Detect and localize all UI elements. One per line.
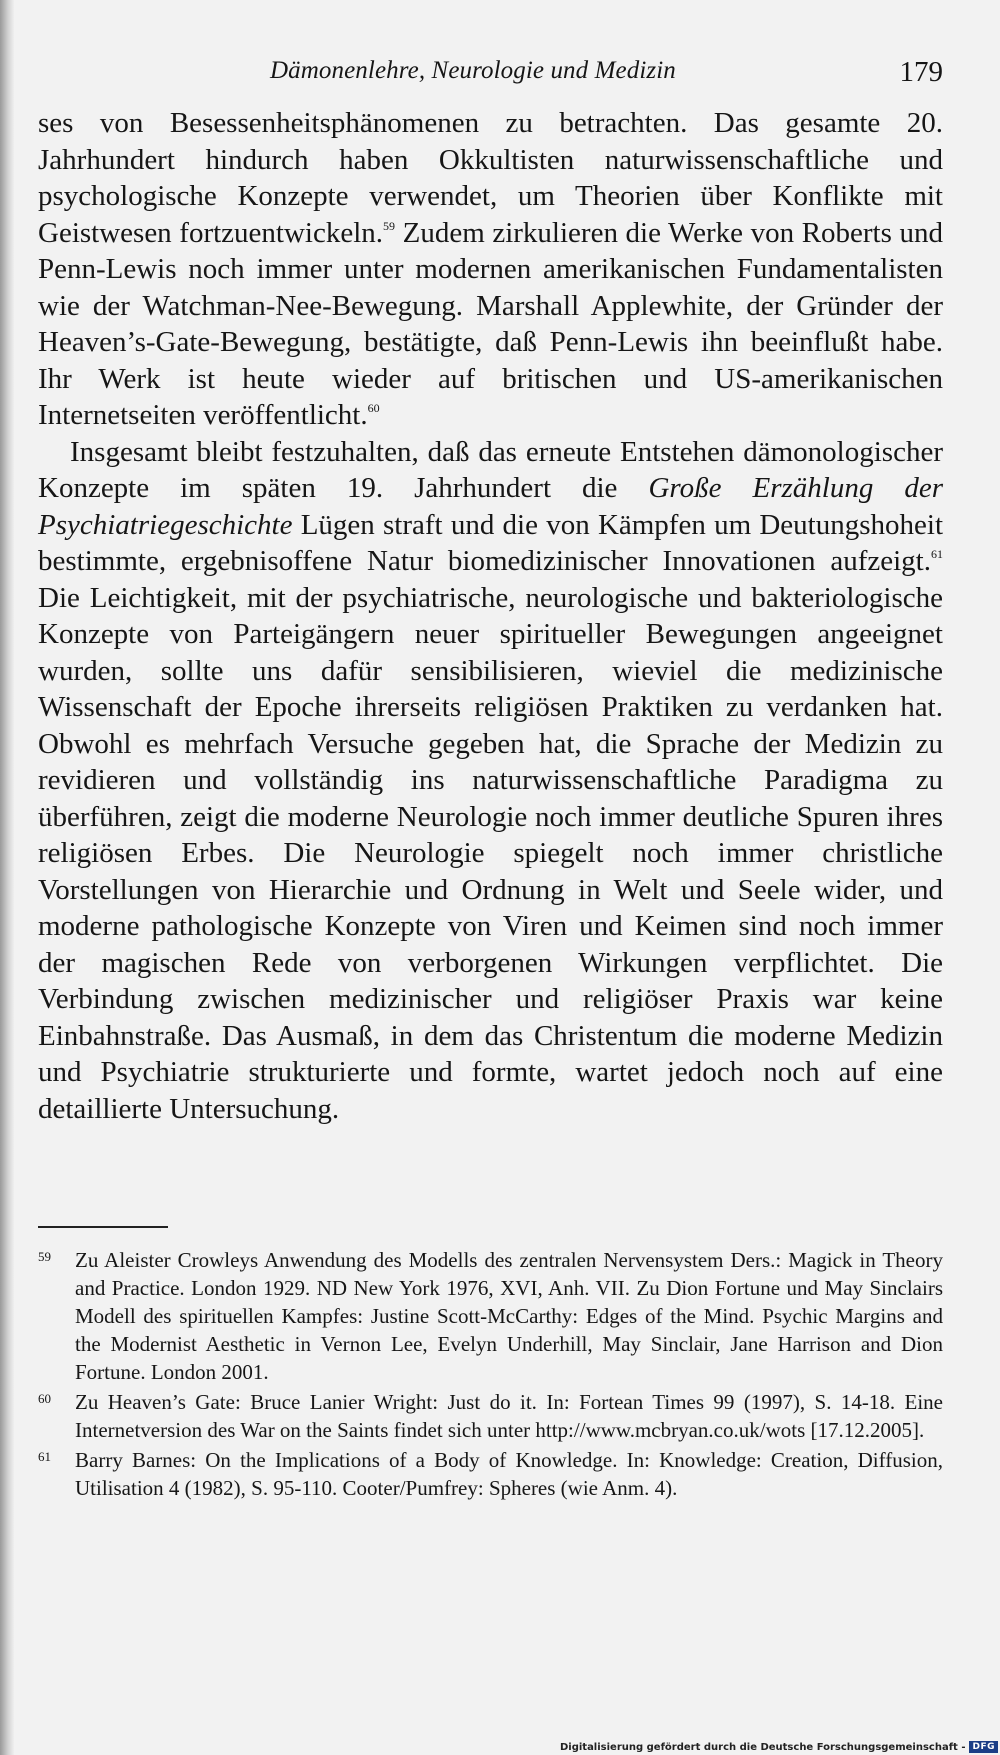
footnote-59 <box>38 1246 943 1386</box>
paragraph-2-italic-title: Große Erzählung der Psychiatriegeschichte <box>38 472 943 541</box>
paragraph-2-part-1: Insgesamt bleibt festzuhalten, daß das erneute Entstehen dämonologischer Konzepte im späten 19. Jahrhundert die <box>38 435 943 504</box>
footnote-separator <box>38 1226 168 1228</box>
paragraph-1-part-1: ses von Besessenheitsphänomenen zu betrachten. Das gesamte 20. Jahrhundert hindurch haben Okkultisten naturwissenschaftliche und psychologische Konzepte verwendet, um Theorien über Konflikte mit Geistwesen fortzuentwickeln. <box>38 107 943 249</box>
digitization-banner <box>560 1741 998 1753</box>
paragraph-1-part-2: Zudem zirkulieren die Werke von Roberts und Penn-Lewis noch immer unter modernen amerikanischen Fundamentalisten wie der Watchman-Nee-Bewegung. Marshall Applewhite, der Gründer der Heaven’s-Gate-Bewegung, bestätigte, daß Penn-Lewis ihn beeinflußt habe. Ihr Werk ist heute wieder auf britischen und US-amerikanischen Internetseiten veröffentlicht. <box>38 216 943 431</box>
paragraph-1 <box>38 105 943 434</box>
footnote-text: Zu Aleister Crowleys Anwendung des Modells des zentralen Nervensystem Ders.: Magick in Theory and Practice. London 1929. ND New York 1976, XVI, Anh. VII. Zu Dion Fortune und May Sinclairs Modell des spirituellen Kampfes: Justine Scott-McCarthy: Edges of the Mind. Psychic Margins and the Modernist Aesthetic in Vernon Lee, Evelyn Underhill, May Sinclair, Jane Harrison and Dion Fortune. London 2001. <box>75 1248 943 1384</box>
body-text <box>38 105 943 1127</box>
footnote-ref-60: 60 <box>367 401 380 415</box>
running-title: Dämonenlehre, Neurologie und Medizin <box>270 57 676 84</box>
footnote-ref-61: 61 <box>931 547 943 561</box>
running-header <box>38 52 943 92</box>
footnote-number: 60 <box>38 1391 51 1406</box>
paragraph-2-part-2: Lügen straft und die von Kämpfen um Deutungshoheit bestimmte, ergebnisoffene Natur biomedizinischer Innovationen aufzeigt. <box>38 508 943 577</box>
paragraph-2 <box>38 434 943 1128</box>
footnote-61 <box>38 1446 943 1502</box>
dfg-logo: DFG <box>969 1741 998 1753</box>
footnote-number: 59 <box>38 1249 51 1264</box>
footnote-ref-59: 59 <box>383 218 396 233</box>
footnotes <box>38 1246 943 1504</box>
footnote-text: Zu Heaven’s Gate: Bruce Lanier Wright: Just do it. In: Fortean Times 99 (1997), S. 14-18. Eine Internetversion des War on the Saints findet sich unter http://www.mcbryan.co.uk/wots [17.12.2005]. <box>75 1390 943 1442</box>
footnote-number: 61 <box>38 1449 51 1464</box>
footnote-text: Barry Barnes: On the Implications of a Body of Knowledge. In: Knowledge: Creation, Diffusion, Utilisation 4 (1982), S. 95-110. Cooter/Pumfrey: Spheres (wie Anm. 4). <box>75 1448 943 1500</box>
digitization-text: Digitalisierung gefördert durch die Deutsche Forschungsgemeinschaft - <box>559 1741 966 1753</box>
paragraph-2-part-3: Die Leichtigkeit, mit der psychiatrische, neurologische und bakteriologische Konzepte von Parteigängern neuer spiritueller Bewegungen angeeignet wurden, sollte uns dafür sensibilisieren, wieviel die medizinische Wissenschaft der Epoche ihrerseits religiösen Praktiken zu verdanken hat. Obwohl es mehrfach Versuche gegeben hat, die Sprache der Medizin zu revidieren und vollständig ins naturwissenschaftliche Paradigma zu überführen, zeigt die moderne Neurologie noch immer deutliche Spuren ihres religiösen Erbes. Die Neurologie spiegelt noch immer christliche Vorstellungen von Hierarchie und Ordnung in Welt und Seele wider, und moderne pathologische Konzepte von Viren und Keimen sind noch immer der magischen Rede von verborgenen Wirkungen verpflichtet. Die Verbindung zwischen medizinischer und religiöser Praxis war keine Einbahnstraße. Das Ausmaß, in dem das Christentum die moderne Medizin und Psychiatrie strukturierte und formte, wartet jedoch noch auf eine detaillierte Untersuchung. <box>38 581 943 1125</box>
page-number: 179 <box>899 56 943 88</box>
footnote-60 <box>38 1388 943 1444</box>
